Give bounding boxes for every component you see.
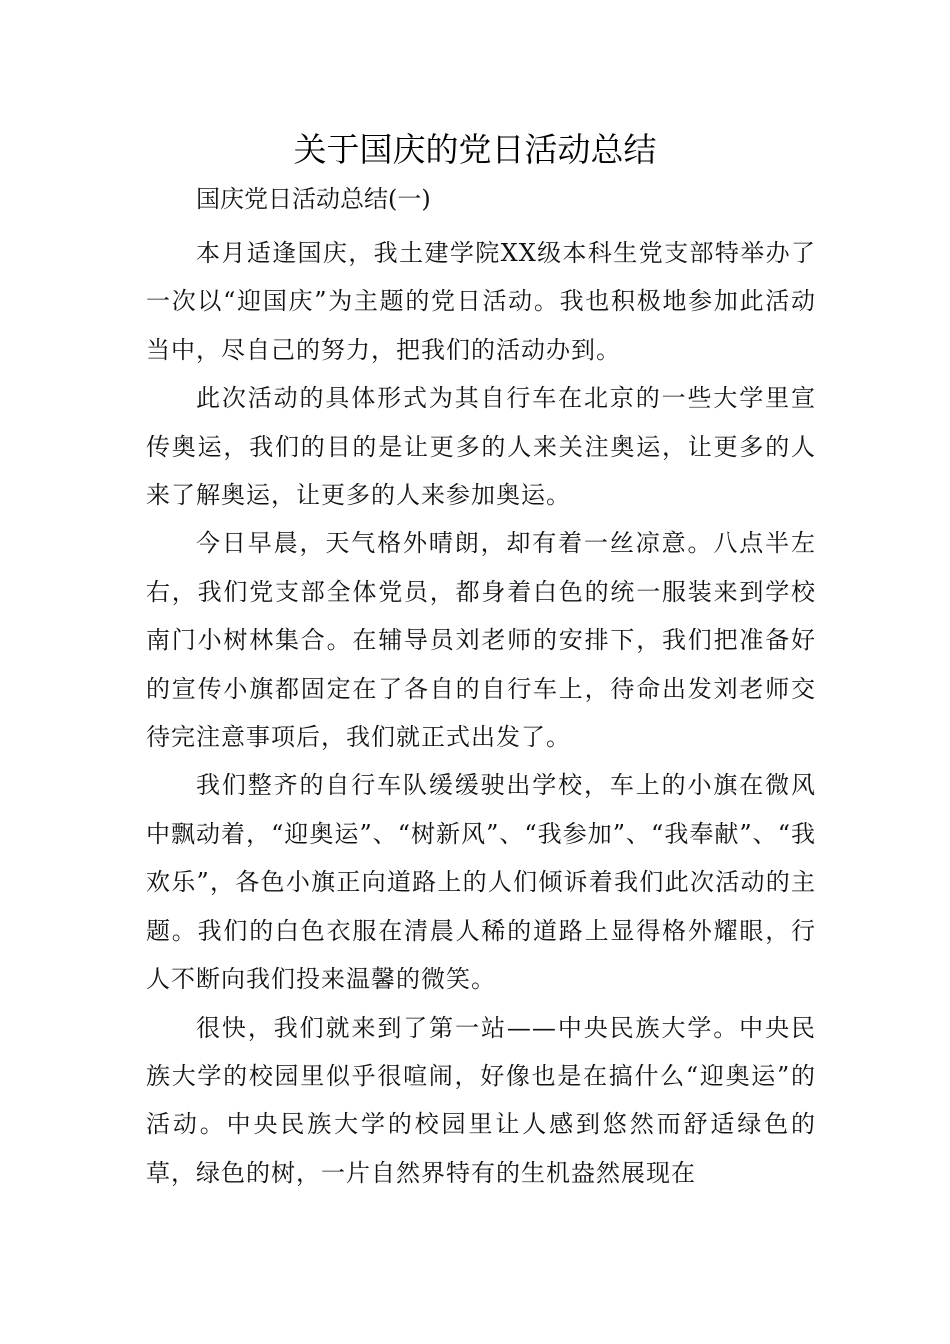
document-body xyxy=(146,229,816,1197)
document-subtitle: 国庆党日活动总结(一) xyxy=(196,185,431,213)
paragraph: 本月适逢国庆，我土建学院XX级本科生党支部特举办了一次以“迎国庆”为主题的党日活动。我也积极地参加此活动当中，尽自己的努力，把我们的活动办到。 xyxy=(146,239,816,364)
paragraph: 此次活动的具体形式为其自行车在北京的一些大学里宣传奥运，我们的目的是让更多的人来关注奥运，让更多的人来了解奥运，让更多的人来参加奥运。 xyxy=(146,384,816,510)
paragraph: 我们整齐的自行车队缓缓驶出学校，车上的小旗在微风中飘动着，“迎奥运”、“树新风”、“我参加”、“我奉献”、“我欢乐”，各色小旗正向道路上的人们倾诉着我们此次活动的主题。我们的白色衣服在清晨人稀的道路上显得格外耀眼，行人不断向我们投来温馨的微笑。 xyxy=(146,771,816,994)
document-title: 关于国庆的党日活动总结 xyxy=(293,130,657,169)
paragraph: 今日早晨，天气格外晴朗，却有着一丝凉意。八点半左右，我们党支部全体党员，都身着白色的统一服装来到学校南门小树林集合。在辅导员刘老师的安排下，我们把准备好的宣传小旗都固定在了各自的自行车上，待命出发刘老师交待完注意事项后，我们就正式出发了。 xyxy=(146,529,816,752)
paragraph: 很快，我们就来到了第一站——中央民族大学。中央民族大学的校园里似乎很喧闹，好像也是在搞什么“迎奥运”的活动。中央民族大学的校园里让人感到悠然而舒适绿色的草，绿色的树，一片自然界特有的生机盎然展现在 xyxy=(146,1013,816,1187)
